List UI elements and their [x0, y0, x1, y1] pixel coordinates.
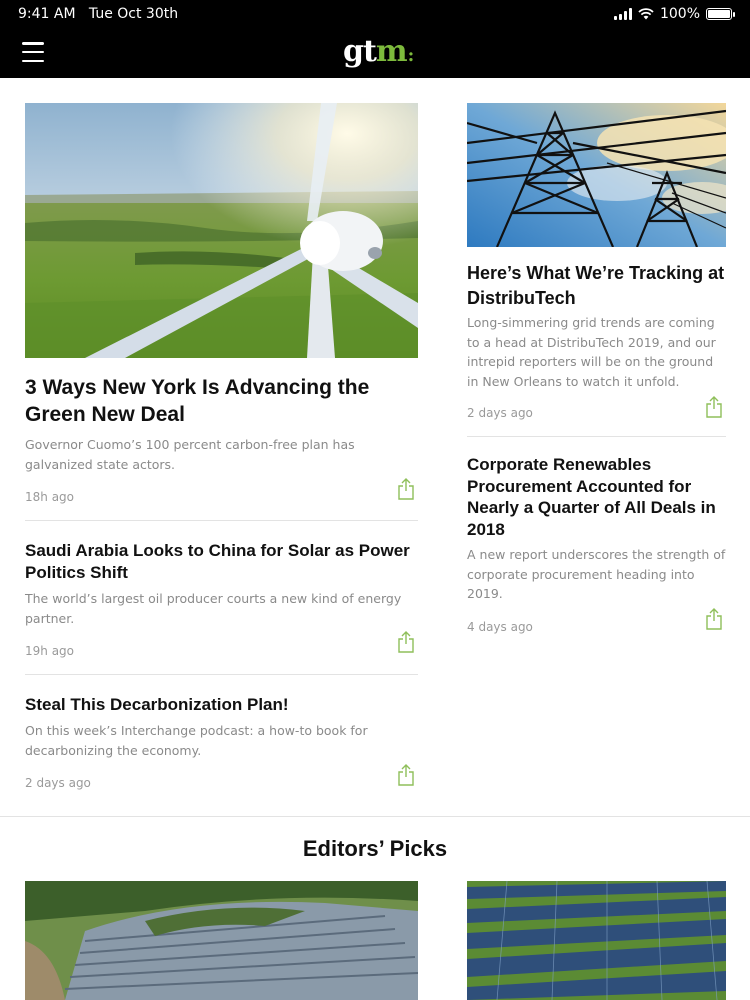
- article-divider: [467, 436, 726, 437]
- share-icon[interactable]: [705, 608, 723, 630]
- article-summary: The world’s largest oil producer courts a new kind of energy partner.: [25, 591, 402, 626]
- status-bar: [0, 0, 750, 28]
- share-icon[interactable]: [705, 396, 723, 418]
- editors-pick-image-solar-farm[interactable]: [25, 881, 418, 1000]
- article-timestamp: 2 days ago: [467, 406, 533, 420]
- article-title[interactable]: 3 Ways New York Is Advancing the Green New Deal: [25, 376, 370, 426]
- article-divider: [25, 674, 418, 675]
- article-title[interactable]: Here’s What We’re Tracking at DistribuTech: [467, 263, 725, 308]
- section-divider: [0, 816, 750, 817]
- battery-percent: 100%: [659, 6, 700, 22]
- article-timestamp: 19h ago: [25, 644, 75, 658]
- article-divider: [25, 520, 418, 521]
- status-indicators: [614, 6, 732, 22]
- status-time: 9:41 AM: [18, 6, 76, 22]
- article-summary: Governor Cuomo’s 100 percent carbon-free plan has galvanized state actors.: [25, 437, 355, 472]
- article-timestamp: 2 days ago: [25, 776, 91, 790]
- article-title[interactable]: Saudi Arabia Looks to China for Solar as Power Politics Shift: [25, 541, 410, 582]
- share-icon[interactable]: [397, 631, 415, 653]
- article-summary: On this week’s Interchange podcast: a how-to book for decarbonizing the economy.: [25, 723, 368, 758]
- editors-pick-image-solar-panels[interactable]: [467, 881, 726, 1000]
- cellular-signal-icon: [614, 8, 632, 20]
- article-title[interactable]: Corporate Renewables Procurement Accounted for Nearly a Quarter of All Deals in 2018: [467, 455, 716, 539]
- editors-picks-heading: Editors’ Picks: [302, 836, 448, 861]
- nav-bar: [0, 28, 750, 78]
- hamburger-icon[interactable]: [22, 42, 44, 62]
- share-icon[interactable]: [397, 478, 415, 500]
- wifi-icon: [638, 8, 654, 20]
- article-summary: A new report underscores the strength of corporate procurement heading into 2019.: [467, 547, 726, 601]
- article-image-wind-turbine[interactable]: [25, 103, 418, 358]
- status-date: Tue Oct 30th: [88, 6, 179, 22]
- battery-icon: [706, 8, 732, 20]
- gtm-logo[interactable]: gtm:: [343, 34, 414, 69]
- article-summary: Long-simmering grid trends are coming to a head at DistribuTech 2019, and our intrepid reporters will be on the ground in New Orleans to watch it unfold.: [467, 315, 716, 389]
- article-timestamp: 18h ago: [25, 490, 75, 504]
- article-title[interactable]: Steal This Decarbonization Plan!: [25, 695, 289, 714]
- status-time-date: [18, 6, 178, 22]
- share-icon[interactable]: [397, 764, 415, 786]
- article-timestamp: 4 days ago: [467, 620, 533, 634]
- article-image-power-towers[interactable]: [467, 103, 726, 247]
